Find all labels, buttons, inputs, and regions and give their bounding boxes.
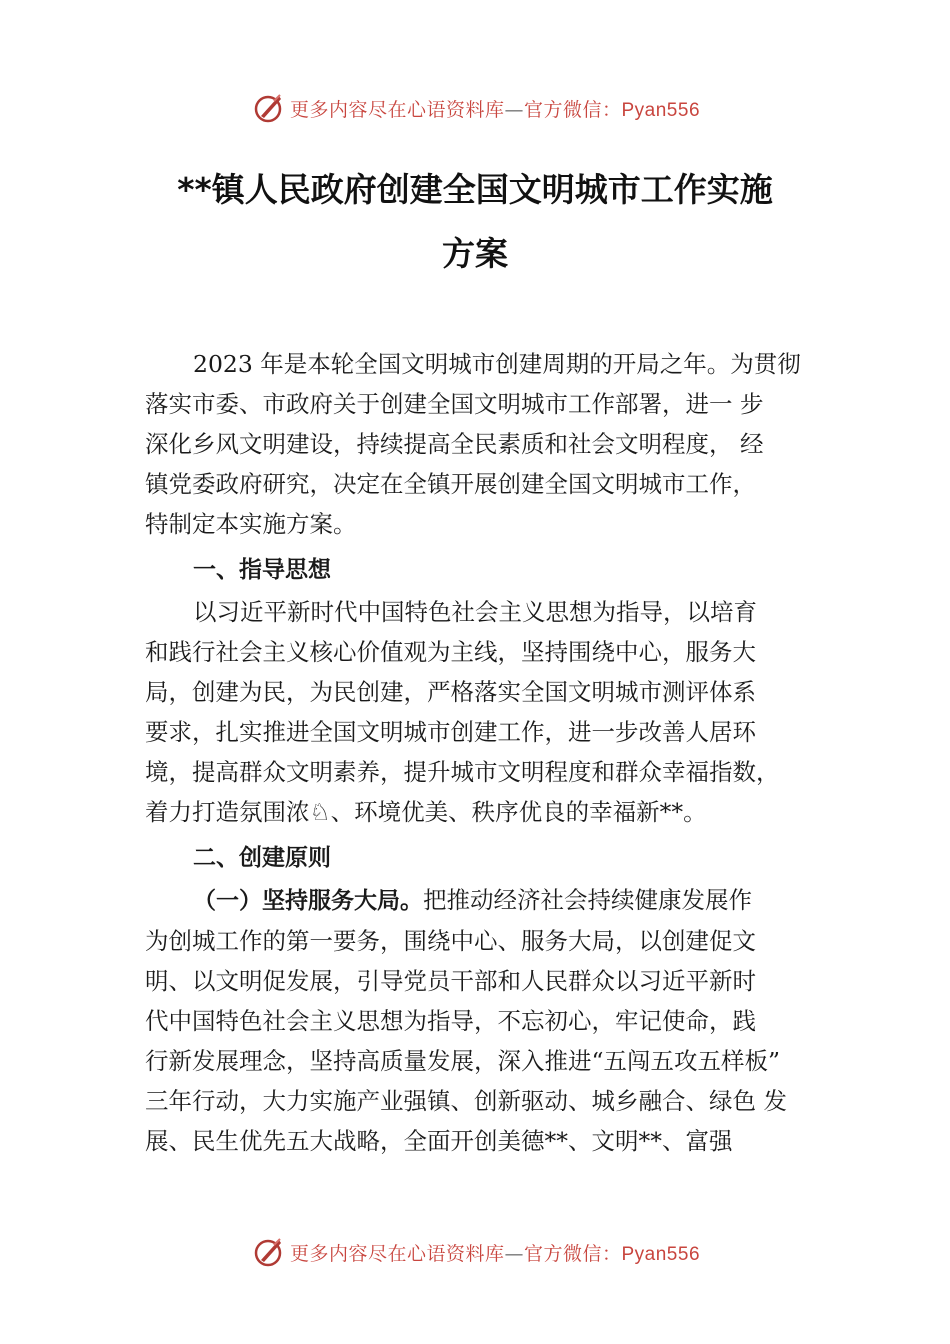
title-line-1: **镇人民政府创建全国文明城市工作实施: [177, 170, 773, 209]
paragraph-line: 要求，扎实推进全国文明城市创建工作，进一步改善人居环: [145, 718, 756, 746]
quill-logo-icon: [250, 90, 286, 126]
paragraph-line: 2023 年是本轮全国文明城市创建周期的开局之年。为贯彻: [193, 350, 801, 378]
paragraph-line: 局，创建为民，为民创建，严格落实全国文明城市测评体系: [145, 678, 756, 706]
document-title: [100, 158, 850, 286]
paragraph-line: 以习近平新时代中国特色社会主义思想为指导，以培育: [193, 598, 757, 626]
quill-logo-icon: [250, 1234, 286, 1270]
paragraph-line: 境，提高群众文明素养，提升城市文明程度和群众幸福指数，: [145, 758, 780, 786]
watermark-wechat-label: 官方微信：: [523, 98, 622, 121]
watermark-dash: —: [504, 98, 524, 121]
watermark-wechat-id: Pyan556: [621, 1243, 701, 1265]
paragraph-line: 为创城工作的第一要务，围绕中心、服务大局，以创建促文: [145, 927, 756, 955]
watermark-wechat-id: Pyan556: [621, 99, 701, 121]
section1-paragraph: [145, 592, 845, 832]
paragraph-line: 落实市委、市政府关于创建全国文明城市工作部署，进一 步: [145, 390, 764, 418]
section2-paragraph: [145, 880, 845, 1161]
paragraph-line: 特制定本实施方案。: [145, 510, 357, 538]
subsection-lead: （一）坚持服务大局。: [193, 888, 423, 914]
watermark-text: [290, 1239, 700, 1266]
paragraph-line: 展、民生优先五大战略，全面开创美德**、文明**、富强: [145, 1127, 733, 1155]
watermark-wechat-label: 官方微信：: [523, 1242, 622, 1265]
watermark-dash: —: [504, 1242, 524, 1265]
paragraph-line: 镇党委政府研究，决定在全镇开展创建全国文明城市工作，: [145, 470, 756, 498]
subsection-first-line-rest: 把推动经济社会持续健康发展作: [423, 886, 752, 914]
watermark-banner-top: [0, 88, 950, 128]
watermark-site: 更多内容尽在心语资料库: [289, 98, 505, 121]
paragraph-line: 深化乡风文明建设，持续提高全民素质和社会文明程度， 经: [145, 430, 764, 458]
document-body: [145, 344, 845, 1161]
section-heading-principles: 二、创建原则: [193, 845, 331, 871]
paragraph-line: 明、以文明促发展，引导党员干部和人民群众以习近平新时: [145, 967, 756, 995]
paragraph-line: 代中国特色社会主义思想为指导，不忘初心，牢记使命，践: [145, 1007, 756, 1035]
intro-paragraph: [145, 344, 845, 544]
watermark-text: [290, 95, 700, 122]
paragraph-line: 行新发展理念，坚持高质量发展，深入推进“五闯五攻五样板”: [145, 1047, 781, 1075]
paragraph-line: 着力打造氛围浓♘、环境优美、秩序优良的幸福新**。: [145, 798, 707, 826]
paragraph-line: [145, 880, 845, 921]
paragraph-line: 三年行动，大力实施产业强镇、创新驱动、城乡融合、绿色 发: [145, 1087, 787, 1115]
watermark-banner-bottom: [0, 1232, 950, 1272]
title-line-2: 方案: [442, 234, 508, 273]
watermark-site: 更多内容尽在心语资料库: [289, 1242, 505, 1265]
section-heading-guiding-ideology: 一、指导思想: [193, 557, 331, 583]
paragraph-line: 和践行社会主义核心价值观为主线，坚持围绕中心，服务大: [145, 638, 756, 666]
